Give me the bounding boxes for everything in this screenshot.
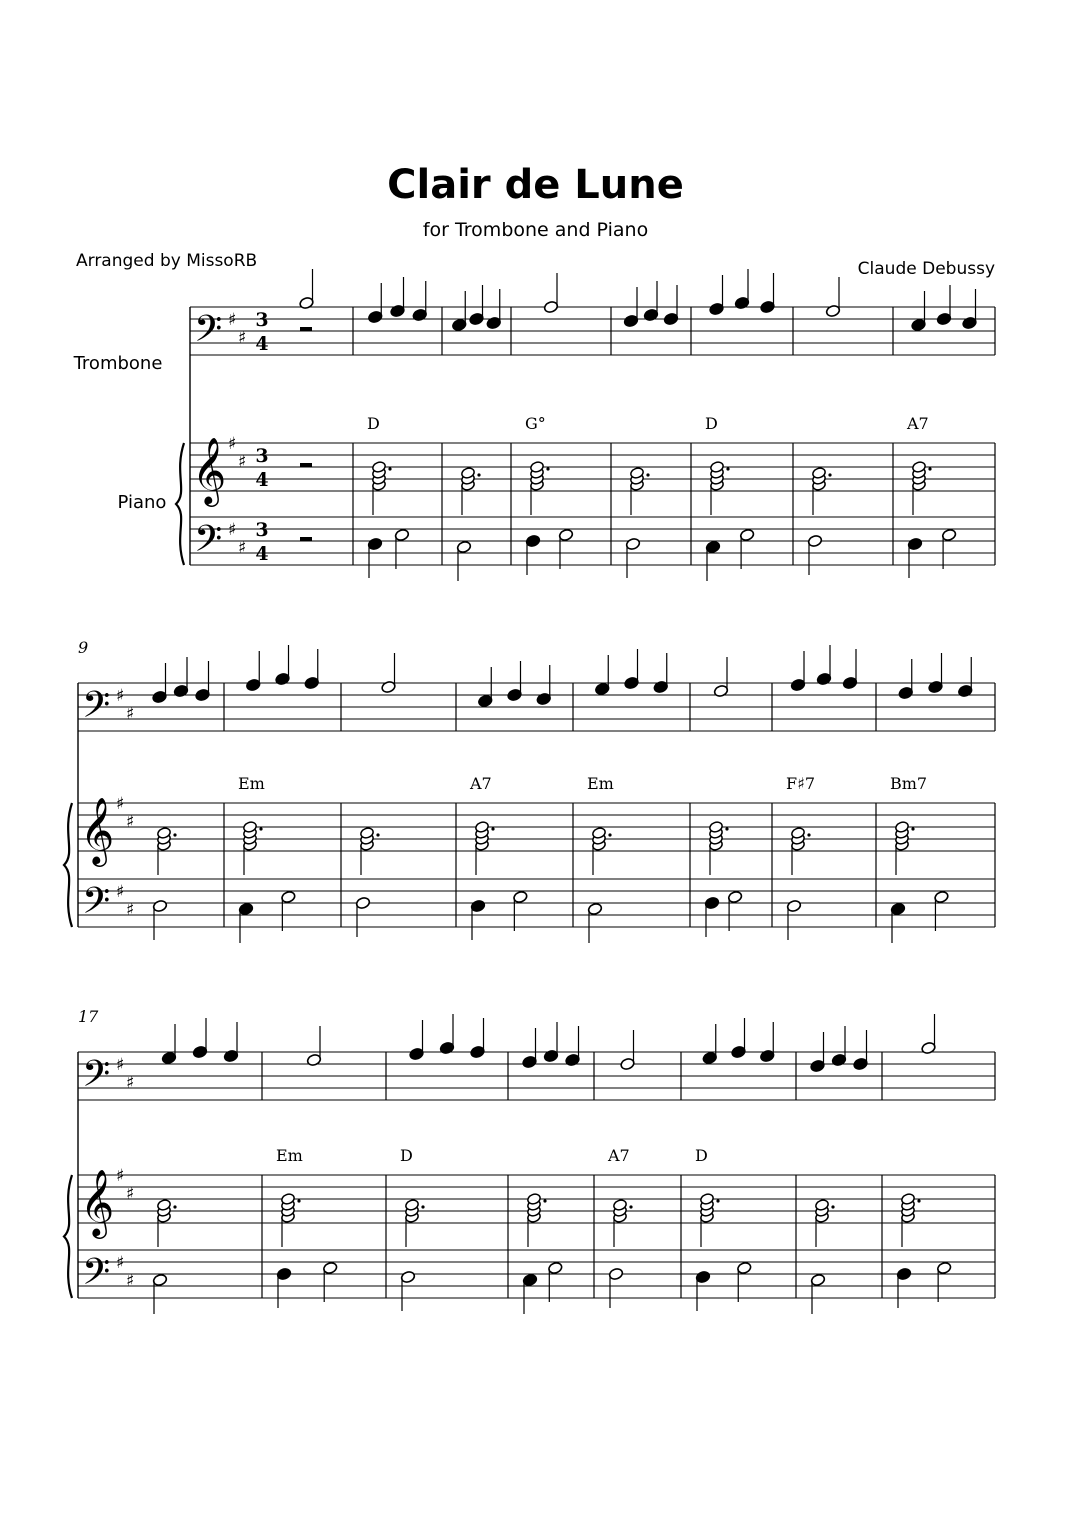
chord-symbol: Bm7 (890, 774, 928, 793)
treble-key-signature: ♯ (116, 1166, 125, 1186)
piano-bass-clef: 𝄢 (82, 879, 111, 931)
piano-bass-clef: 𝄢 (82, 1250, 111, 1302)
treble-chord-dot (646, 473, 649, 476)
score-subtitle: for Trombone and Piano (422, 219, 649, 241)
treble-key-signature: ♯ (126, 812, 135, 832)
treble-key-signature: ♯ (228, 434, 237, 454)
chord-symbol: G° (525, 414, 546, 433)
treble-chord-dot (716, 1199, 719, 1202)
bass-time-signature-numerator: 3 (255, 519, 269, 542)
treble-chord-dot (546, 467, 549, 470)
trombone-time-signature-numerator: 3 (255, 309, 269, 332)
chord-symbol: D (400, 1146, 413, 1165)
trombone-label: Trombone (73, 353, 163, 374)
chord-symbol: D (695, 1146, 708, 1165)
treble-chord-dot (388, 467, 391, 470)
trombone-key-signature: ♯ (116, 1055, 125, 1075)
chord-symbol: Em (276, 1146, 303, 1165)
treble-chord-dot (491, 827, 494, 830)
chord-symbol: A7 (907, 414, 929, 433)
treble-key-signature: ♯ (238, 452, 247, 472)
chord-symbol: A7 (608, 1146, 630, 1165)
treble-chord-dot (259, 827, 262, 830)
trombone-bass-clef: 𝄢 (194, 307, 223, 359)
trombone-key-signature: ♯ (228, 310, 237, 330)
piano-treble-clef: 𝄞 (80, 1167, 115, 1236)
treble-chord-dot (807, 833, 810, 836)
score-title: Clair de Lune (387, 162, 684, 208)
composer-credit: Claude Debussy (857, 259, 995, 279)
bass-key-signature: ♯ (126, 1271, 135, 1291)
bass-half-rest (300, 537, 312, 541)
chord-symbol: D (367, 414, 380, 433)
piano-brace (64, 1175, 72, 1298)
treble-chord-dot (173, 833, 176, 836)
chord-symbol: F♯7 (786, 774, 816, 793)
piano-brace (176, 443, 184, 565)
piano-treble-clef: 𝄞 (80, 795, 115, 864)
treble-chord-dot (297, 1199, 300, 1202)
treble-chord-dot (543, 1199, 546, 1202)
trombone-half-rest (300, 327, 312, 331)
trombone-bass-clef: 𝄢 (82, 1052, 111, 1104)
bass-key-signature: ♯ (238, 538, 247, 558)
treble-key-signature: ♯ (126, 1184, 135, 1204)
measure-number: 9 (78, 638, 89, 657)
arranger-credit: Arranged by MissoRB (76, 251, 258, 271)
treble-chord-dot (911, 827, 914, 830)
bass-key-signature: ♯ (116, 882, 125, 902)
treble-time-signature-numerator: 3 (255, 445, 269, 468)
chord-symbol: A7 (470, 774, 492, 793)
trombone-time-signature-denominator: 4 (255, 333, 269, 356)
trombone-key-signature: ♯ (116, 686, 125, 706)
treble-chord-dot (173, 1205, 176, 1208)
bass-key-signature: ♯ (116, 1253, 125, 1273)
treble-key-signature: ♯ (116, 794, 125, 814)
treble-chord-dot (421, 1205, 424, 1208)
chord-symbol: Em (587, 774, 614, 793)
treble-chord-dot (726, 467, 729, 470)
trombone-bass-clef: 𝄢 (82, 683, 111, 735)
treble-whole-rest (300, 463, 312, 467)
treble-chord-dot (629, 1205, 632, 1208)
treble-chord-dot (376, 833, 379, 836)
trombone-key-signature: ♯ (126, 1073, 135, 1093)
treble-chord-dot (917, 1199, 920, 1202)
piano-label: Piano (117, 492, 167, 513)
bass-key-signature: ♯ (228, 520, 237, 540)
treble-chord-dot (831, 1205, 834, 1208)
bass-time-signature-denominator: 4 (255, 543, 269, 566)
treble-chord-dot (828, 473, 831, 476)
chord-symbol: Em (238, 774, 265, 793)
treble-time-signature-denominator: 4 (255, 469, 269, 492)
chord-symbol: D (705, 414, 718, 433)
measure-number: 17 (78, 1007, 99, 1026)
treble-chord-dot (477, 473, 480, 476)
treble-chord-dot (608, 833, 611, 836)
piano-bass-clef: 𝄢 (194, 517, 223, 569)
piano-brace (64, 803, 72, 927)
trombone-key-signature: ♯ (126, 704, 135, 724)
treble-chord-dot (928, 467, 931, 470)
bass-key-signature: ♯ (126, 900, 135, 920)
treble-chord-dot (725, 827, 728, 830)
piano-treble-clef: 𝄞 (192, 435, 227, 504)
trombone-key-signature: ♯ (238, 328, 247, 348)
